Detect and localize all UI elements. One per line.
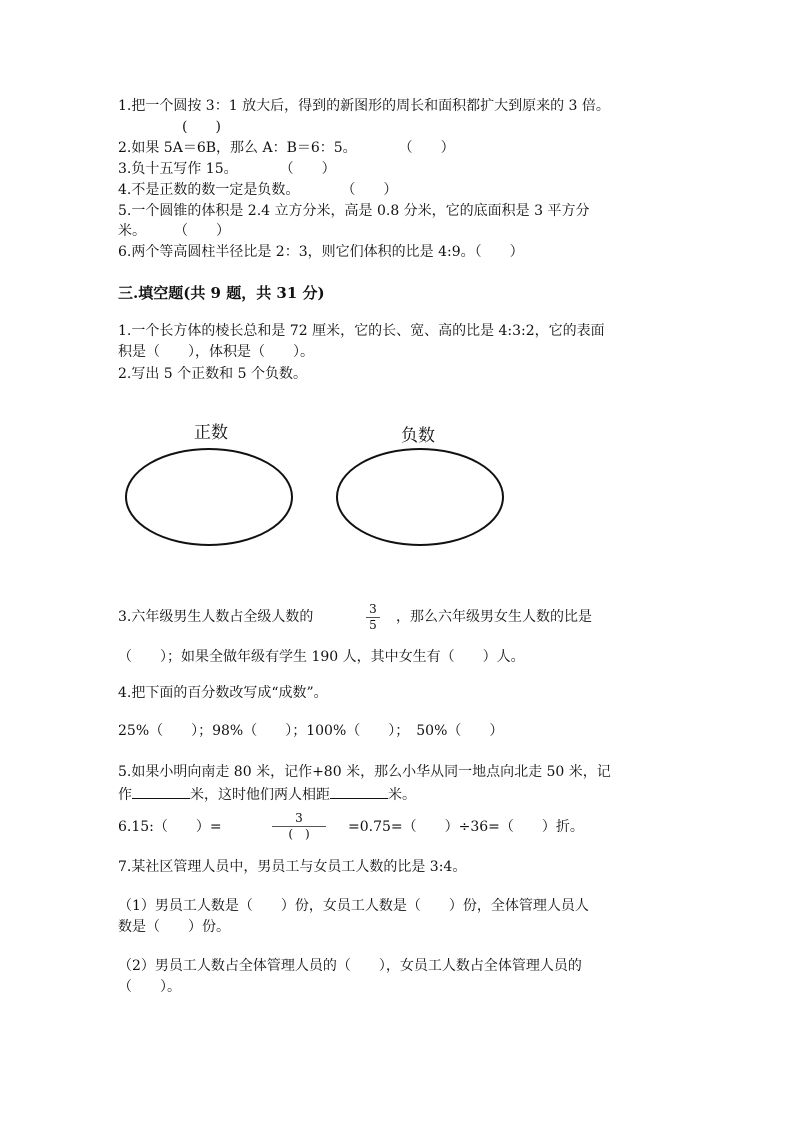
fill-q4-items: 25%（ ）；98%（ ）；100%（ ）； 50%（ ） — [118, 723, 504, 739]
positive-numbers-label: 正数 — [194, 423, 228, 443]
fill-q6-end: =0.75=（ ）÷36=（ ）折。 — [348, 819, 584, 835]
fill-q1-line1: 1.一个长方体的棱长总和是 72 厘米，它的长、宽、高的比是 4:3:2，它的表面 — [118, 323, 605, 339]
fraction-denominator: 5 — [369, 618, 377, 632]
fill-q5-middle: 米，这时他们两人相距 — [190, 787, 330, 803]
fill-q5-line1: 5.如果小明向南走 80 米，记作+80 米，那么小华从同一地点向北走 50 米，记 — [118, 764, 611, 780]
fraction-numerator: 3 — [295, 811, 303, 825]
fill-q3-line1-start: 3.六年级男生人数占全级人数的 — [118, 609, 314, 625]
fill-q4: 4.把下面的百分数改写成“成数”。 — [118, 685, 328, 701]
positive-numbers-oval — [126, 449, 292, 545]
fill-q5-suffix: 米。 — [388, 787, 416, 803]
judge-q5-line2: 米。 （ ） — [118, 223, 230, 239]
fraction-3-5 — [366, 603, 380, 632]
judge-q3: 3.负十五写作 15。 （ ） — [118, 161, 336, 177]
fill-q3-line2: （ ）；如果全做年级有学生 190 人，其中女生有（ ）人。 — [118, 649, 525, 665]
judge-q1-line1: 1.把一个圆按 3：1 放大后，得到的新图形的周长和面积都扩大到原来的 3 倍。 — [118, 98, 610, 114]
judge-q5-line1: 5.一个圆锥的体积是 2.4 立方分米，高是 0.8 分米，它的底面积是 3 平方分 — [118, 203, 590, 219]
fill-q7-1-line2: 数是（ ）份。 — [118, 919, 230, 935]
fill-q5-line2 — [118, 784, 416, 804]
judge-q4: 4.不是正数的数一定是负数。 （ ） — [118, 182, 398, 198]
negative-numbers-label: 负数 — [401, 426, 435, 446]
fill-q6-start: 6.15:（ ）= — [118, 819, 222, 835]
blank-underline-1 — [132, 784, 190, 799]
judge-q1-answer-blank: ( ) — [182, 119, 221, 135]
section-3-title: 三.填空题(共 9 题，共 31 分) — [118, 284, 325, 302]
fill-q1-line2: 积是（ ），体积是（ ）。 — [118, 344, 314, 360]
fraction-numerator: 3 — [369, 602, 377, 616]
blank-underline-2 — [330, 784, 388, 799]
fill-q7-2-line2: （ ）。 — [118, 979, 181, 995]
fill-q3-line1-end: ，那么六年级男女生人数的比是 — [396, 609, 592, 625]
fill-q5-prefix: 作 — [118, 787, 132, 803]
fill-q7-1-line1: （1）男员工人数是（ ）份，女员工人数是（ ）份，全体管理人员人 — [118, 898, 589, 914]
fill-q7: 7.某社区管理人员中，男员工与女员工人数的比是 3:4。 — [118, 859, 467, 875]
fraction-denominator: ( ) — [288, 827, 310, 841]
judge-q6: 6.两个等高圆柱半径比是 2：3，则它们体积的比是 4:9。（ ） — [118, 244, 524, 260]
judge-q2: 2.如果 5A＝6B，那么 A：B＝6：5。 （ ） — [118, 140, 455, 156]
fill-q7-2-line1: （2）男员工人数占全体管理人员的（ ），女员工人数占全体管理人员的 — [118, 958, 582, 974]
negative-numbers-oval — [337, 449, 503, 545]
fraction-3-blank — [272, 812, 326, 841]
fill-q2: 2.写出 5 个正数和 5 个负数。 — [118, 366, 307, 382]
